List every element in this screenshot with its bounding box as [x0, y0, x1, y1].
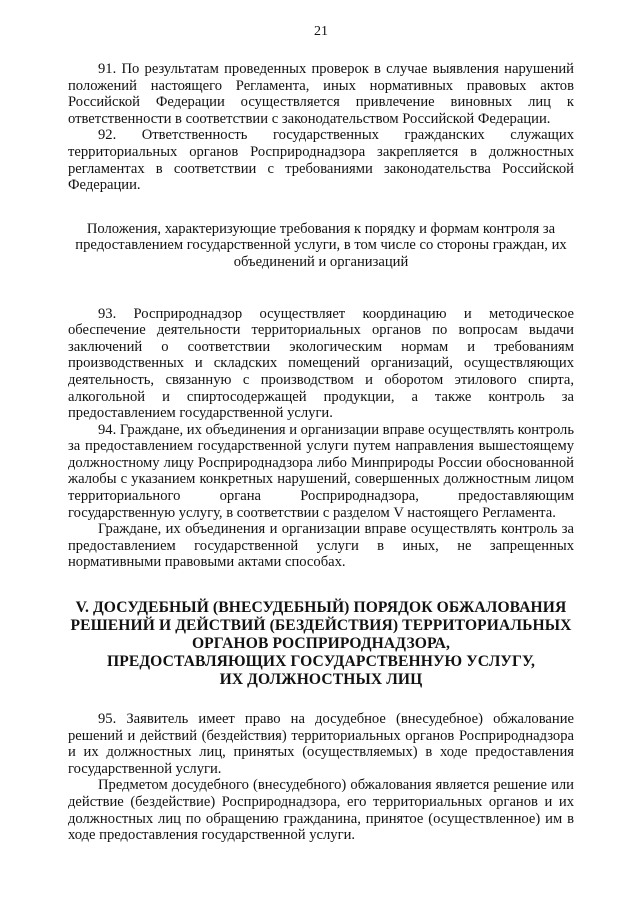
page-number: 21 [314, 24, 328, 39]
section-heading-line: РЕШЕНИЙ И ДЕЙСТВИЙ (БЕЗДЕЙСТВИЯ) ТЕРРИТОРИАЛЬНЫХ [70, 617, 572, 635]
paragraph-94: 94. Граждане, их объединения и организации вправе осуществлять контроль за предоставлением государственной услуги путем направления вышестоящему должностному лицу Росприроднадзора либо Минприроды России обоснованной жалобы с указанием конкретных нарушений, совершенных должностным лицом территориального органа Росприроднадзора, предоставляющим государственную услугу, в соответствии с разделом V настоящего Регламента. [68, 421, 574, 521]
paragraph-91: 91. По результатам проведенных проверок в случае выявления нарушений положений настоящего Регламента, иных нормативных правовых актов Российской Федерации осуществляется привлечение виновных лиц к ответственности в соответствии с законодательством Российской Федерации. [68, 61, 574, 127]
paragraph-93: 93. Росприроднадзор осуществляет координацию и методическое обеспечение деятельности территориальных органов по вопросам выдачи заключений о соответствии экологическим нормам и требованиям производственных и складских помещений организаций, осуществляющих деятельность, связанную с производством и оборотом этилового спирта, алкогольной и спиртосодержащей продукции, а также контроль за предоставлением государственной услуги. [68, 305, 574, 422]
document-body [68, 61, 574, 844]
paragraph-95: 95. Заявитель имеет право на досудебное (внесудебное) обжалование решений и действий (бездействия) территориальных органов Росприроднадзора и их должностных лиц, принятых (осуществляемых) в ходе предоставления государственной услуги. [68, 711, 574, 777]
section-heading-line: ПРЕДОСТАВЛЯЮЩИХ ГОСУДАРСТВЕННУЮ УСЛУГУ, [106, 653, 535, 671]
control-requirements-subheading: Положения, характеризующие требования к порядку и формам контроля за предоставлением государственной услуги, в том числе со стороны граждан, их объединений и организаций [75, 220, 567, 270]
paragraph-appeal-subject: Предметом досудебного (внесудебного) обжалования является решение или действие (бездействие) Росприроднадзора, его территориальных органов и их должностных лиц по обращению гражданина, принятое (осуществленное) им в ходе предоставления государственной услуги. [68, 777, 574, 844]
paragraph-92: 92. Ответственность государственных гражданских служащих территориальных органов Росприроднадзора закрепляется в должностных регламентах в соответствии с требованиями законодательства Российской Федерации. [68, 127, 574, 194]
section-heading-line: V. ДОСУДЕБНЫЙ (ВНЕСУДЕБНЫЙ) ПОРЯДОК ОБЖАЛОВАНИЯ [75, 599, 567, 617]
section-heading-line: ИХ ДОЛЖНОСТНЫХ ЛИЦ [219, 671, 423, 689]
document-page [68, 0, 574, 905]
paragraph-citizens-control: Граждане, их объединения и организации вправе осуществлять контроль за предоставлением государственной услуги в иных, не запрещенных нормативными правовыми актами способах. [68, 521, 574, 571]
section-v-heading [68, 599, 574, 689]
section-heading-line: ОРГАНОВ РОСПРИРОДНАДЗОРА, [191, 635, 451, 653]
